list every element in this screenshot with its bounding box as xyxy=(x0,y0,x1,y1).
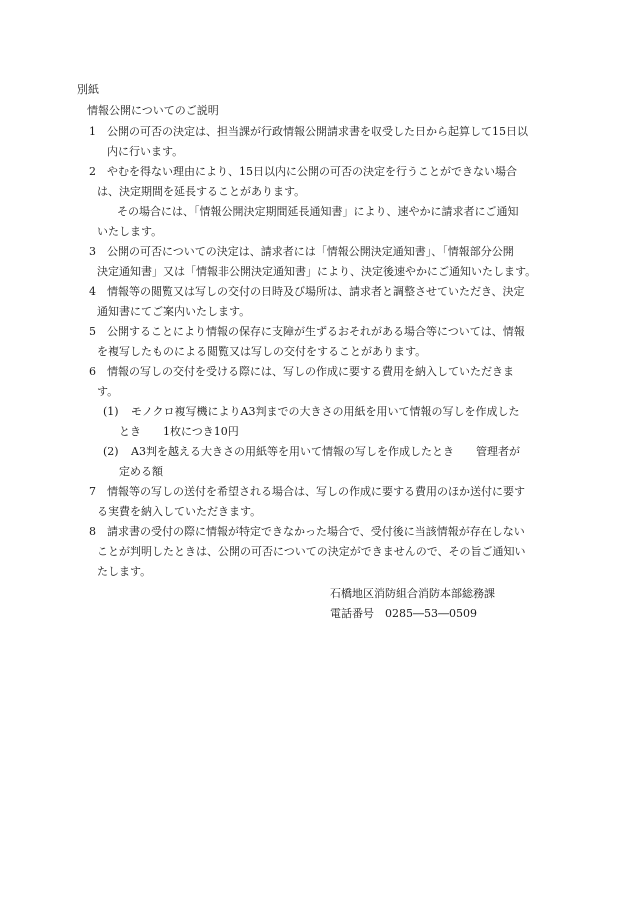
item-2-line-2: は、決定期間を延長することがあります。 xyxy=(97,185,306,198)
subitem-1-text-1: モノクロ複写機によりA3判までの大きさの用紙を用いて情報の写しを作成した xyxy=(131,405,520,418)
item-7-line-2: る実費を納入していただきます。 xyxy=(97,505,262,518)
item-8-line-1 xyxy=(89,522,525,542)
item-6-text-1: 情報の写しの交付を受ける際には、写しの作成に要する費用を納入していただきま xyxy=(107,365,514,378)
subitem-1-line-2: とき 1枚につき10円 xyxy=(119,425,239,438)
item-7-number: 7 xyxy=(89,485,96,498)
item-8-text-1: 請求書の受付の際に情報が特定できなかった場合で、受付後に当該情報が存在しない xyxy=(107,525,525,538)
item-2-line-1 xyxy=(89,162,517,182)
attachment-label: 別紙 xyxy=(77,83,99,96)
item-7-text-1: 情報等の写しの送付を希望される場合は、写しの作成に要する費用のほか送付に要す xyxy=(107,485,525,498)
item-4-number: 4 xyxy=(89,285,96,298)
item-2-line-4: いたします。 xyxy=(97,225,163,238)
item-5-line-1 xyxy=(89,322,525,342)
subitem-1-line-1 xyxy=(103,402,520,422)
item-3-text-1: 公開の可否についての決定は、請求者には「情報公開決定通知書」、「情報部分公開 xyxy=(107,245,514,258)
item-4-text-1: 情報等の閲覧又は写しの交付の日時及び場所は、請求者と調整させていただき、決定 xyxy=(107,285,525,298)
signature-phone: 電話番号 0285―53―0509 xyxy=(330,607,477,620)
item-4-line-2: 通知書にてご案内いたします。 xyxy=(97,305,251,318)
item-5-line-2: を複写したものによる閲覧又は写しの交付をすることがあります。 xyxy=(97,345,427,358)
subitem-2-line-2: 定める額 xyxy=(119,465,163,478)
item-3-line-1 xyxy=(89,242,514,262)
item-1-text-1: 公開の可否の決定は、担当課が行政情報公開請求書を収受した日から起算して15日以 xyxy=(107,125,528,138)
item-1-number: 1 xyxy=(89,125,96,138)
item-5-number: 5 xyxy=(89,325,96,338)
item-6-line-1 xyxy=(89,362,514,382)
item-2-text-1: やむを得ない理由により、15日以内に公開の可否の決定を行うことができない場合 xyxy=(107,165,517,178)
item-1-line-2: 内に行います。 xyxy=(107,145,184,158)
signature-org: 石橋地区消防組合消防本部総務課 xyxy=(330,587,495,600)
item-2-line-3: その場合には、「情報公開決定期間延長通知書」により、速やかに請求者にご通知 xyxy=(117,205,519,218)
item-3-line-2: 決定通知書」又は「情報非公開決定通知書」により、決定後速やかにご通知いたします。 xyxy=(97,265,537,278)
item-6-line-2: す。 xyxy=(97,385,119,398)
item-6-number: 6 xyxy=(89,365,96,378)
item-8-number: 8 xyxy=(89,525,96,538)
subitem-2-number: (2) xyxy=(103,445,119,458)
item-4-line-1 xyxy=(89,282,525,302)
item-1-line-1 xyxy=(89,122,528,142)
item-2-number: 2 xyxy=(89,165,96,178)
item-7-line-1 xyxy=(89,482,525,502)
subitem-2-text-1: A3判を越える大きさの用紙等を用いて情報の写しを作成したとき 管理者が xyxy=(131,445,520,458)
item-3-number: 3 xyxy=(89,245,96,258)
item-5-text-1: 公開することにより情報の保存に支障が生ずるおそれがある場合等については、情報 xyxy=(107,325,525,338)
subitem-2-line-1 xyxy=(103,442,520,462)
item-8-line-2: ことが判明したときは、公開の可否についての決定ができませんので、その旨ご通知い xyxy=(97,545,526,558)
subitem-1-number: (1) xyxy=(103,405,119,418)
item-8-line-3: たします。 xyxy=(97,565,152,578)
page-title: 情報公開についてのご説明 xyxy=(87,104,219,117)
